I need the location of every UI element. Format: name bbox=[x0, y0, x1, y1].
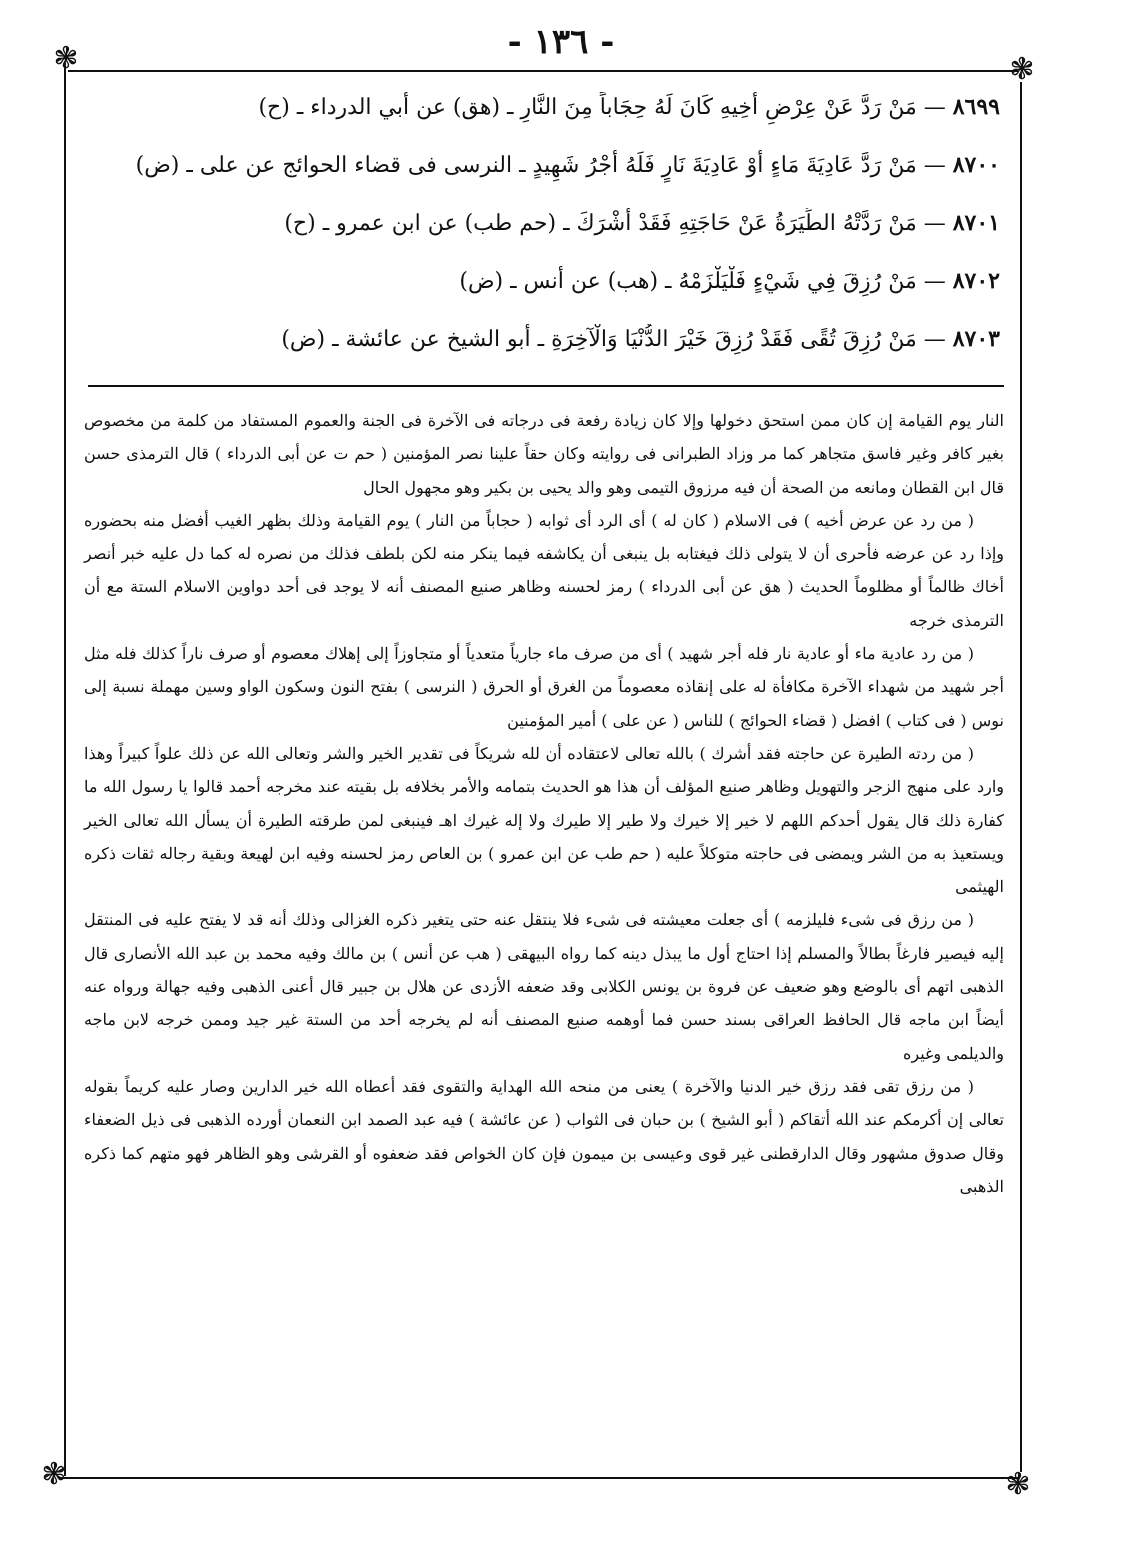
commentary-paragraph: ( من رد عادية ماء أو عادية نار فله أجر شهيد ) أى من صرف ماء جارياً متعدياً أو متجاوزاً إلى إهلاك معصوم أو صرف ناراً كذلك فله مثل أجر شهيد من شهداء الآخرة مكافأة له على إنقاذه معصوماً من الغرق أو الحرق ( النرسى ) بفتح النون وسكون الواو وسين مهملة نسبة إلى نوس ( فى كتاب ) افضل ( قضاء الحوائج ) للناس ( عن على ) أمير المؤمنين bbox=[84, 644, 1004, 730]
frame-left-rule bbox=[64, 66, 66, 1476]
hadith-entry: ٨٧٠٠ — مَنْ رَدَّ عَادِيَةَ مَاءٍ أَوْ عَادِيَةَ نَارٍ فَلَهُ أَجْرُ شَهِيدٍ ـ النرسى فى قضاء الحوائج عن على ـ (ض) bbox=[135, 152, 1000, 178]
commentary-paragraph: ( من رزق فى شىء فليلزمه ) أى جعلت معيشته فى شىء فلا ينتقل عنه حتى يتغير ذكره الغزالى وذلك أنه قد لا يفتح عليه فى المنتقل إليه فيصير فارغاً بطالاً والمسلم إذا احتاج أول ما يبذل دينه كما رواه البيهقى ( هب عن أنس ) بن مالك وفيه محمد بن عبد الله الأنصارى قال الذهبى اتهم أى بالوضع وهو ضعيف عن فروة بن يونس الكلابى وقد ضعفه الأزدى عن هلال بن جبير قال أعنى الذهبى وفيه جهالة ورواه عنه أيضاً ابن ماجه قال الحافظ العراقى بسند حسن فما أوهمه صنيع المصنف أنه لم يخرجه أحد من الستة غير جيد وممن خرجه لابن ماجه والديلمى وغيره bbox=[84, 910, 1005, 1063]
hadith-entry: ٨٧٠٢ — مَنْ رُزِقَ فِي شَيْءٍ فَلْيَلْزَمْهُ ـ (هب) عن أنس ـ (ض) bbox=[459, 268, 1000, 294]
commentary-paragraph: النار يوم القيامة إن كان ممن استحق دخولها وإلا كان زيادة رفعة فى درجاته فى الآخرة فى الجنة والعموم المستفاد من كلمة من مخصوص بغير كافر وغير فاسق متجاهر كما مر وزاد الطبرانى فى روايته وكان حقاً علينا نصر المؤمنين ( حم ت عن أبى الدرداء ) قال الترمذى حسن قال ابن القطان ومانعه من الصحة أن فيه مرزوق التيمى وهو والد يحيى بن بكير وهو مجهول الحال bbox=[84, 411, 1004, 497]
hadith-text: مَنْ رُزِقَ فِي شَيْءٍ فَلْيَلْزَمْهُ ـ (هب) عن أنس ـ (ض) bbox=[459, 269, 917, 294]
corner-ornament-icon: ❃ bbox=[1005, 1467, 1031, 1502]
hadith-text: مَنْ رُزِقَ تُقًى فَقَدْ رُزِقَ خَيْرَ الدُّنْيَا وَالْآخِرَةِ ـ أبو الشيخ عن عائشة ـ (ض) bbox=[281, 327, 917, 352]
hadith-entry: ٨٦٩٩ — مَنْ رَدَّ عَنْ عِرْضِ أَخِيهِ كَانَ لَهُ حِجَاباً مِنَ النَّارِ ـ (هق) عن أبي الدرداء ـ (ح) bbox=[258, 94, 1000, 120]
hadith-number: ٨٧٠٠ bbox=[952, 152, 1000, 178]
hadith-text: مَنْ رَدَّ عَنْ عِرْضِ أَخِيهِ كَانَ لَهُ حِجَاباً مِنَ النَّارِ ـ (هق) عن أبي الدرداء ـ (ح) bbox=[258, 95, 917, 120]
hadith-entry: ٨٧٠٣ — مَنْ رُزِقَ تُقًى فَقَدْ رُزِقَ خَيْرَ الدُّنْيَا وَالْآخِرَةِ ـ أبو الشيخ عن عائشة ـ (ض) bbox=[281, 326, 1000, 352]
hadith-entry: ٨٧٠١ — مَنْ رَدَّتْهُ الطِّيَرَةُ عَنْ حَاجَتِهِ فَقَدْ أَشْرَكَ ـ (حم طب) عن ابن عمرو ـ (ح) bbox=[284, 210, 1000, 236]
hadith-number: ٨٧٠٣ bbox=[952, 326, 1000, 352]
page-number: - ١٣٦ - bbox=[507, 22, 615, 62]
frame-top-rule bbox=[68, 70, 1018, 72]
corner-ornament-icon: ❃ bbox=[41, 1457, 67, 1492]
frame-right-rule bbox=[1020, 82, 1022, 1472]
commentary-paragraph: ( من ردته الطيرة عن حاجته فقد أشرك ) بالله تعالى لاعتقاده أن لله شريكاً فى تقدير الخير والشر وتعالى الله عن ذلك علواً كبيراً وهذا وارد على منهج الزجر والتهويل وظاهر صنيع المؤلف أن هذا هو الحديث بتمامه والأمر بخلافه بل بقيته عند مخرجه أحمد قالوا يا رسول الله ما كفارة ذلك قال يقول أحدكم اللهم لا خير إلا خيرك ولا طير إلا طيرك ولا إله غيرك اهـ فينبغى لمن طرقته الطيرة أن يسأل الله تعالى الخير ويستعيذ به من الشر ويمضى فى حاجته متوكلاً عليه ( حم طب عن ابن عمرو ) بن العاص رمز لحسنه وفيه ابن لهيعة وبقية رجاله ثقات ذكره الهيثمى bbox=[84, 743, 1005, 897]
commentary-paragraph: ( من رد عن عرض أخيه ) فى الاسلام ( كان له ) أى الرد أى ثوابه ( حجاباً من النار ) يوم القيامة وذلك بظهر الغيب أفضل منه بحضوره وإذا رد عن عرضه فأحرى أن لا يتولى ذلك فيغتابه بل ينبغى أن يكاشفه فيما ينكر منه لكن بلطف فذلك من نصره له كما دل عليه خبر أنصر أخاك ظالماً أو مظلوماً الحديث ( هق عن أبى الدرداء ) رمز لحسنه وظاهر صنيع المصنف أنه لا يوجد فى أحد دواوين الاسلام الستة مع أن الترمذى خرجه bbox=[84, 510, 1005, 630]
corner-ornament-icon: ❃ bbox=[1009, 52, 1035, 87]
commentary-paragraph: ( من رزق تقى فقد رزق خير الدنيا والآخرة ) يعنى من منحه الله الهداية والتقوى فقد أعطاه الله خير الدارين وصار عليه كريماً بقوله تعالى إن أكرمكم عند الله أتقاكم ( أبو الشيخ ) بن حبان فى الثواب ( عن عائشة ) فيه عبد الصمد ابن النعمان أورده الذهبى فى ذيل الضعفاء وقال صدوق مشهور وقال الدارقطنى غير قوى وعيسى بن ميمون فإن كان الخواص فقد ضعفوه أو القرشى وهو الظاهر فهو متهم كما ذكره الذهبى bbox=[84, 1076, 1004, 1196]
frame-bottom-rule bbox=[60, 1477, 1020, 1479]
hadith-text: مَنْ رَدَّتْهُ الطِّيَرَةُ عَنْ حَاجَتِهِ فَقَدْ أَشْرَكَ ـ (حم طب) عن ابن عمرو ـ (ح) bbox=[284, 211, 917, 236]
hadith-list bbox=[110, 92, 1000, 382]
hadith-number: ٨٧٠٢ bbox=[952, 268, 1000, 294]
commentary-section bbox=[84, 404, 1004, 1203]
hadith-number: ٨٦٩٩ bbox=[952, 94, 1000, 120]
corner-ornament-icon: ❃ bbox=[53, 41, 79, 76]
hadith-number: ٨٧٠١ bbox=[952, 210, 1000, 236]
section-divider bbox=[88, 385, 1004, 387]
hadith-text: مَنْ رَدَّ عَادِيَةَ مَاءٍ أَوْ عَادِيَةَ نَارٍ فَلَهُ أَجْرُ شَهِيدٍ ـ النرسى فى قضاء الحوائج عن على ـ (ض) bbox=[135, 153, 917, 178]
